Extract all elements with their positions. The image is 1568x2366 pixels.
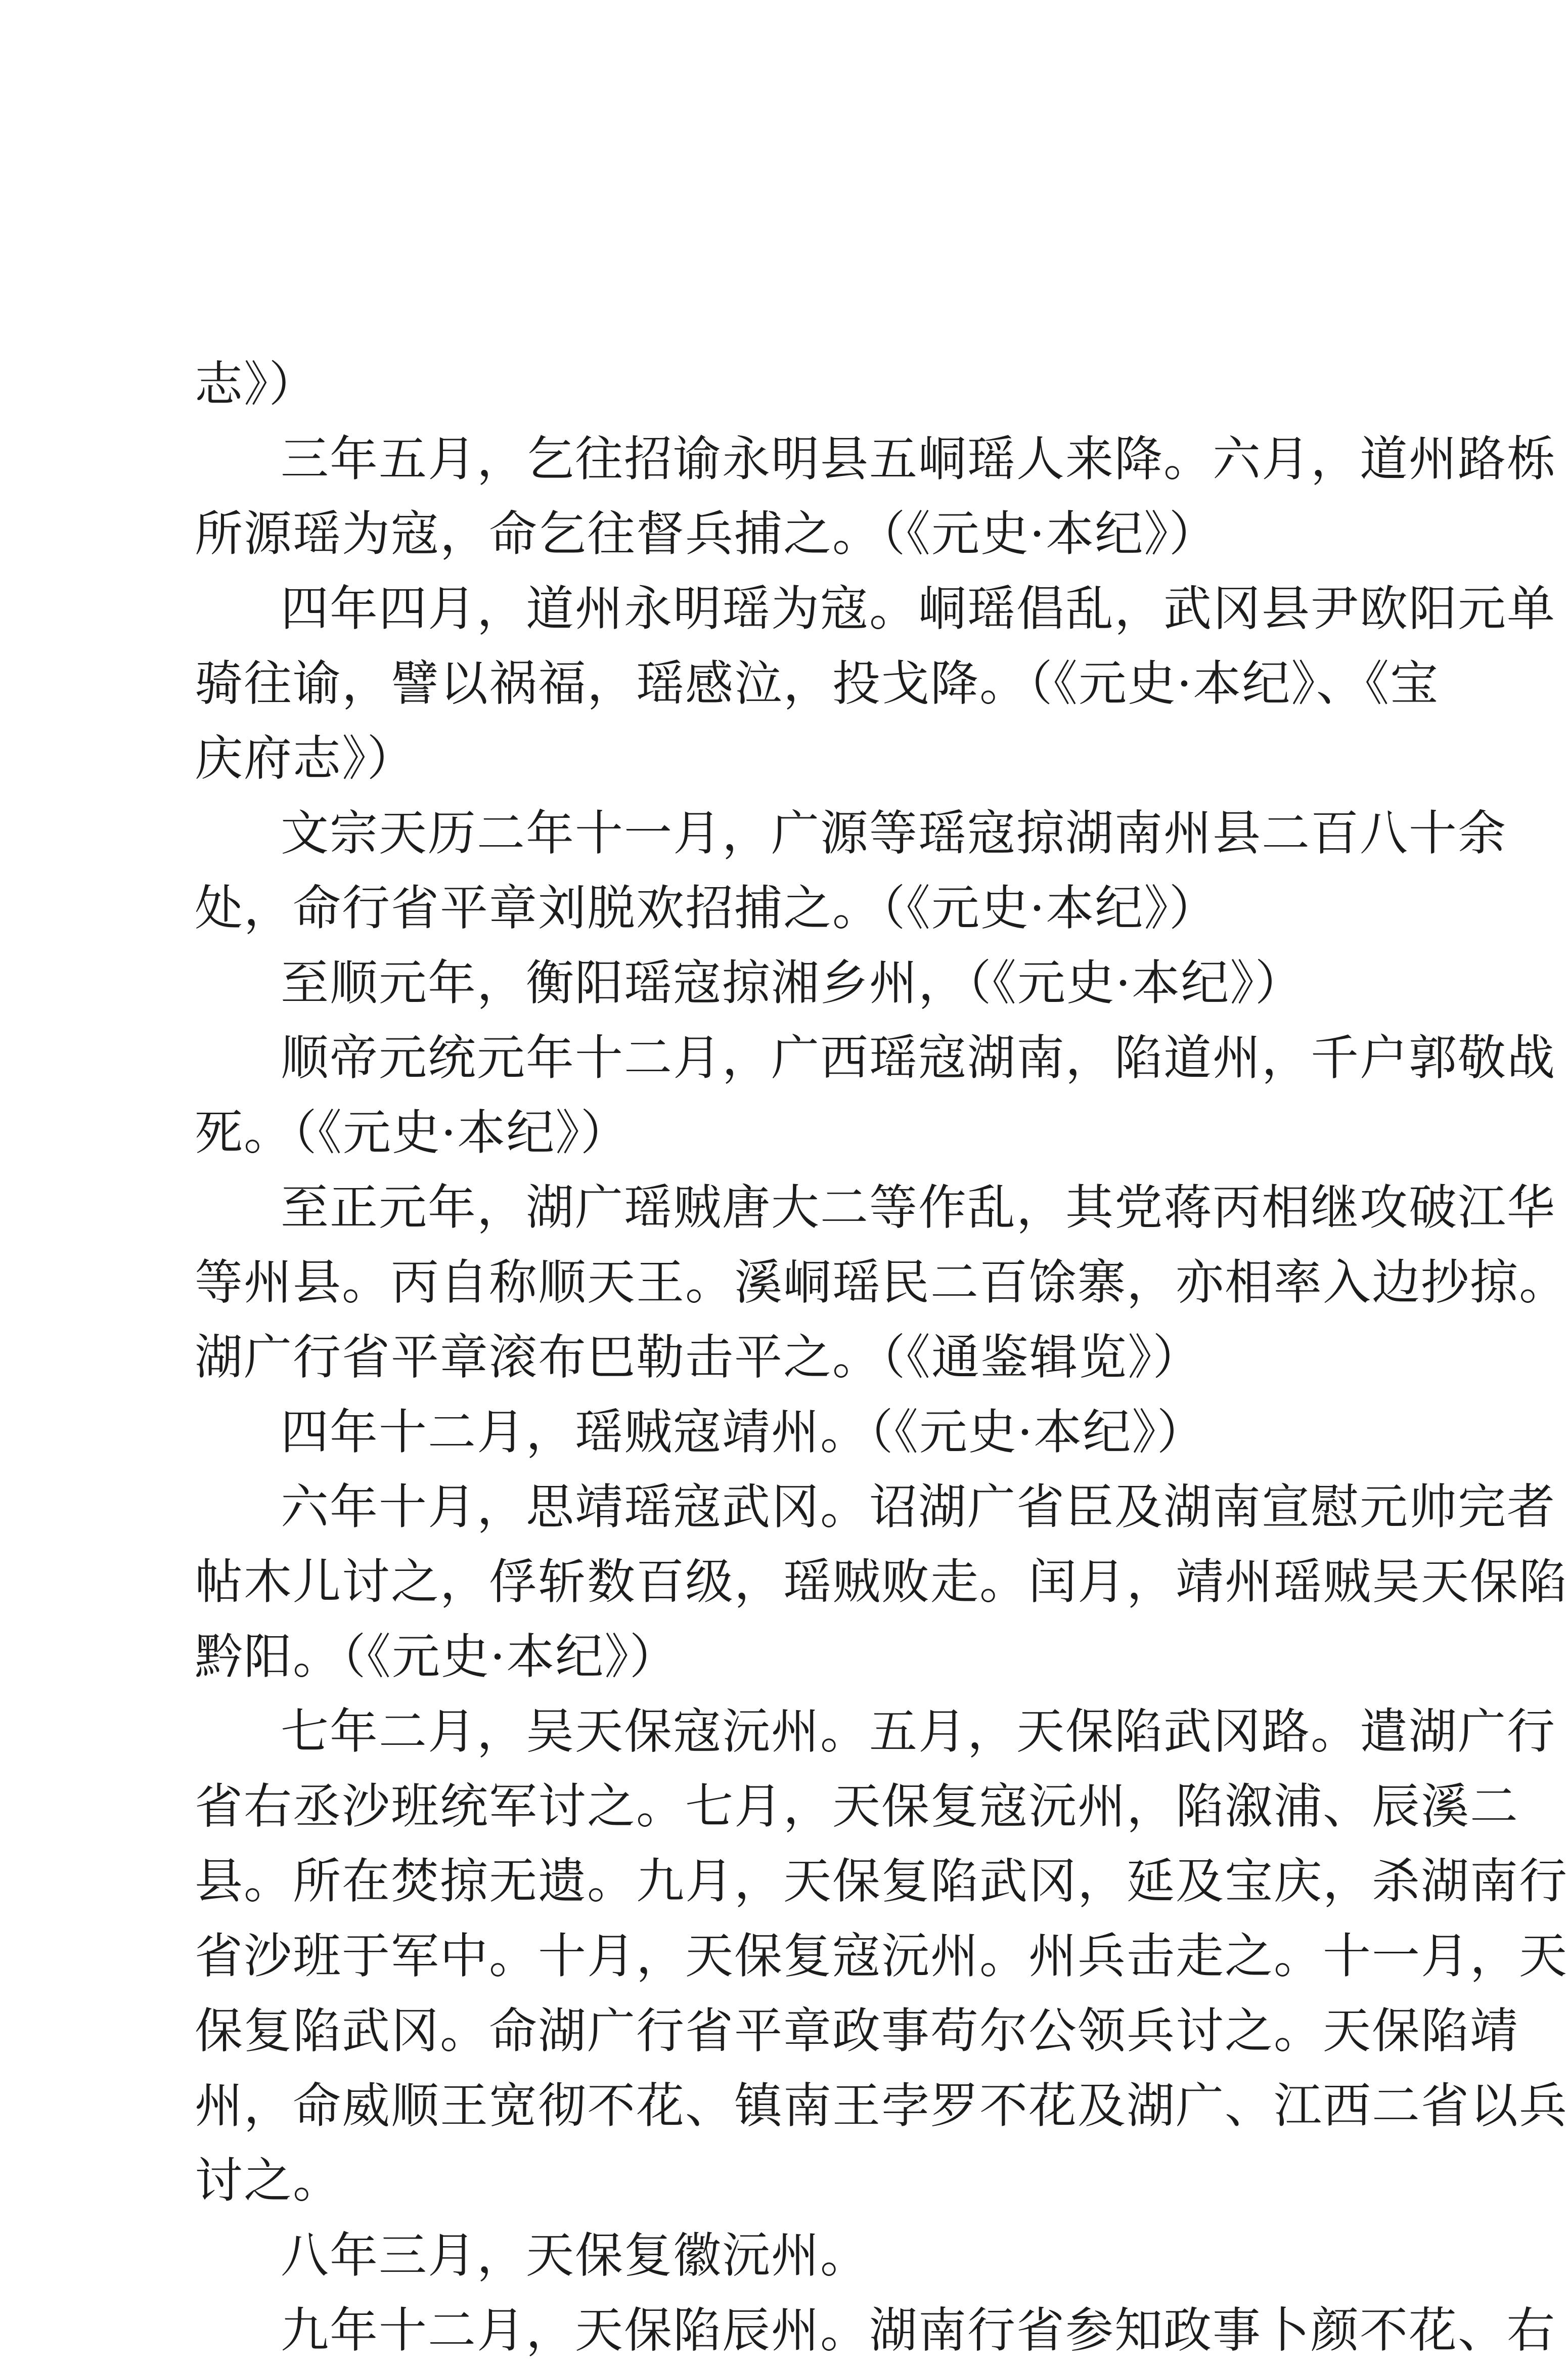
text-line: 死。（《元史·本纪》） [195, 1105, 630, 1161]
text-line: 三年五月，乞往招谕永明县五峒瑶人来降。六月，道州路栎 [281, 431, 1556, 487]
text-line: 至正元年，湖广瑶贼唐大二等作乱，其党蒋丙相继攻破江华 [281, 1180, 1556, 1236]
text-line: 省沙班于军中。十月，天保复寇沅州。州兵击走之。十一月，天 [195, 1929, 1568, 1984]
text-line: 省右丞沙班统军讨之。七月，天保复寇沅州，陷溆浦、辰溪二 [195, 1779, 1519, 1834]
text-line: 至顺元年，衡阳瑶寇掠湘乡州，（《元史·本纪》） [281, 955, 1304, 1011]
text-line: 帖木儿讨之，俘斩数百级，瑶贼败走。闰月，靖州瑶贼吴天保陷 [195, 1554, 1568, 1610]
text-line: 黔阳。（《元史·本纪》） [195, 1629, 679, 1685]
text-line: 等州县。丙自称顺天王。溪峒瑶民二百馀寨，亦相率入边抄掠。 [195, 1255, 1568, 1310]
text-line: 州，命威顺王宽彻不花、镇南王孛罗不花及湖广、江西二省以兵 [195, 2078, 1568, 2134]
text-line: 六年十月，思靖瑶寇武冈。诏湖广省臣及湖南宣慰元帅完者 [281, 1479, 1556, 1535]
text-line: 保复陷武冈。命湖广行省平章政事苟尔公领兵讨之。天保陷靖 [195, 2003, 1519, 2059]
text-line: 顺帝元统元年十二月，广西瑶寇湖南，陷道州，千户郭敬战 [281, 1030, 1556, 1086]
text-line: 四年四月，道州永明瑶为寇。峒瑶倡乱，武冈县尹欧阳元单 [281, 581, 1556, 637]
text-line: 湖广行省平章滚布巴勒击平之。（《通鉴辑览》） [195, 1330, 1202, 1385]
text-line: 处，命行省平章刘脱欢招捕之。（《元史·本纪》） [195, 881, 1218, 936]
text-line: 九年十二月，天保陷辰州。湖南行省参知政事卜颜不花、右 [281, 2303, 1556, 2358]
text-line: 四年十二月，瑶贼寇靖州。（《元史·本纪》） [281, 1405, 1206, 1460]
text-line: 八年三月，天保复徽沅州。 [281, 2228, 870, 2284]
text-line: 文宗天历二年十一月，广源等瑶寇掠湖南州县二百八十余 [281, 806, 1507, 861]
text-line: 县。所在焚掠无遗。九月，天保复陷武冈，延及宝庆，杀湖南行 [195, 1854, 1568, 1909]
text-line: 七年二月，吴天保寇沅州。五月，天保陷武冈路。遣湖广行 [281, 1704, 1556, 1760]
text-line: 讨之。 [195, 2153, 342, 2209]
text-line: 志》） [195, 357, 318, 412]
text-line: 庆府志》） [195, 731, 416, 786]
text-line: 所源瑶为寇，命乞往督兵捕之。（《元史·本纪》） [195, 506, 1218, 562]
text-line: 骑往谕，譬以祸福，瑶感泣，投戈降。（《元史·本纪》、《宝 [195, 656, 1440, 712]
